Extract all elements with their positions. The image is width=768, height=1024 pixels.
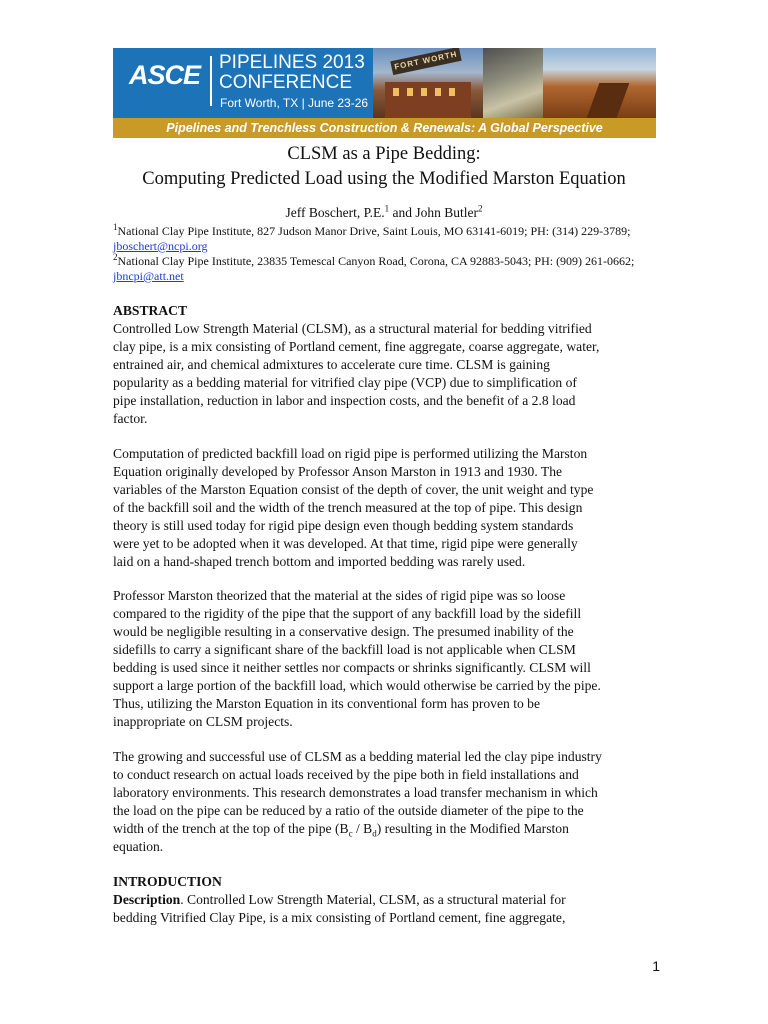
abstract-heading: ABSTRACT — [113, 303, 188, 318]
author-2-mark: 2 — [478, 203, 483, 214]
author-2: John Butler — [415, 205, 478, 220]
abstract-paragraph-2: Computation of predicted backfill load on rigid pipe is performed utilizing the Marston Equation originally developed by Professor Anson Marston in 1913 and 1930. The variables of the Marston Equation consist of the depth of cover, the unit weight and type of the backfill soil and the width of the trench measured at the top of pipe. This design theory is still used today for rigid pipe design even though bedding system standards were yet to be adopted when it was developed. At that time, rigid pipe were generally laid on a hand-shaped trench bottom and imported bedding was rarely used. — [113, 446, 594, 569]
trench-shape — [587, 83, 630, 118]
conference-title-line1: PIPELINES 2013 — [219, 52, 365, 73]
abstract-paragraph-3: Professor Marston theorized that the material at the sides of rigid pipe was so loose compared to the rigidity of the pipe that the support of any backfill load by the sidefill would be negligible resulting in a conservative design. The presumed inability of the sidefills to carry a significant share of the backfill load is not applicable when CLSM bedding is used since it neither settles nor compacts or shrinks significantly. CLSM will support a large portion of the backfill load, which would otherwise be carried by the pipe. Thus, utilizing the Marston Equation in its conventional form has proven to be inappropriate on CLSM projects. — [113, 588, 601, 729]
fort-worth-photo — [373, 48, 483, 118]
author-joiner: and — [389, 205, 416, 220]
affiliation-2 — [113, 254, 658, 284]
description-lead: Description — [113, 892, 181, 907]
conference-title-line2: CONFERENCE — [219, 72, 353, 93]
building-window — [407, 88, 413, 96]
affiliation-2-mark: 2 — [113, 252, 118, 262]
paper-title-line2: Computing Predicted Load using the Modified Marston Equation — [142, 169, 626, 189]
author-1-mark: 1 — [384, 203, 390, 214]
affiliation-1-text: National Clay Pipe Institute, 827 Judson Manor Drive, Saint Louis, MO 63141-6019; PH: (314) 229-3789; — [117, 224, 631, 238]
subscript-c: c — [348, 828, 353, 839]
conference-location-date: Fort Worth, TX | June 23-26 — [220, 96, 369, 110]
banner-blue-band — [113, 48, 656, 118]
banner-divider — [210, 56, 212, 106]
fort-worth-sign: FORT WORTH — [390, 48, 461, 75]
introduction-text: . Controlled Low Strength Material, CLSM, as a structural material for bedding Vitrified Clay Pipe, is a mix consisting of Portland cement, fine aggregate, — [113, 892, 566, 925]
abstract-p4-end: ) resulting in the Modified Marston equation. — [113, 821, 569, 854]
abstract-paragraph-1: Controlled Low Strength Material (CLSM), as a structural material for bedding vitrified clay pipe, is a mix consisting of Portland cement, fine aggregate, coarse aggregate, water, entrained air, and chemical admixtures to accelerate cure time. CLSM is gaining popularity as a bedding material for vitrified clay pipe (VCP) due to simplification of pipe installation, reduction in labor and inspection costs, and the benefit of a 2.8 load factor. — [113, 321, 600, 426]
asce-logo: ASCE — [129, 60, 201, 90]
introduction-paragraph — [113, 891, 658, 927]
paper-title — [0, 142, 768, 192]
pipe-worker-photo — [483, 48, 543, 118]
affiliation-1-mark: 1 — [113, 222, 118, 232]
page-number: 1 — [652, 958, 660, 974]
affiliation-2-email-link[interactable]: jbncpi@att.net — [113, 269, 184, 283]
abstract-section — [113, 302, 658, 428]
conference-banner — [113, 48, 656, 138]
subscript-d: d — [372, 828, 377, 839]
building-window — [435, 88, 441, 96]
abstract-p4-mid: / B — [352, 821, 373, 836]
abstract-p4-main: The growing and successful use of CLSM as a bedding material led the clay pipe industry to conduct research on actual loads received by the pipe both in field installations and laboratory environments. This research demonstrates a load transfer mechanism in which the load on the pipe can be reduced by a ratio of the outside diameter of the pipe to the width of the trench at the top of the pipe (B — [113, 749, 602, 836]
affiliation-2-text: National Clay Pipe Institute, 23835 Temescal Canyon Road, Corona, CA 92883-5043; PH: (909) 261-0662; — [117, 254, 635, 268]
conference-title — [219, 53, 365, 93]
trench-photo — [543, 48, 656, 118]
author-line — [0, 205, 768, 221]
building-window — [449, 88, 455, 96]
affiliation-1-email-link[interactable]: jboschert@ncpi.org — [113, 239, 208, 253]
banner-photo-strip — [373, 48, 656, 118]
paper-title-line1: CLSM as a Pipe Bedding: — [287, 144, 481, 164]
abstract-paragraph-4 — [113, 748, 658, 856]
building-facade — [385, 82, 471, 118]
conference-tagline: Pipelines and Trenchless Construction & Renewals: A Global Perspective — [113, 118, 656, 138]
author-1: Jeff Boschert, P.E. — [285, 205, 385, 220]
introduction-heading: INTRODUCTION — [113, 874, 222, 889]
affiliation-1 — [113, 224, 658, 254]
building-window — [393, 88, 399, 96]
introduction-section — [113, 873, 658, 927]
building-window — [421, 88, 427, 96]
